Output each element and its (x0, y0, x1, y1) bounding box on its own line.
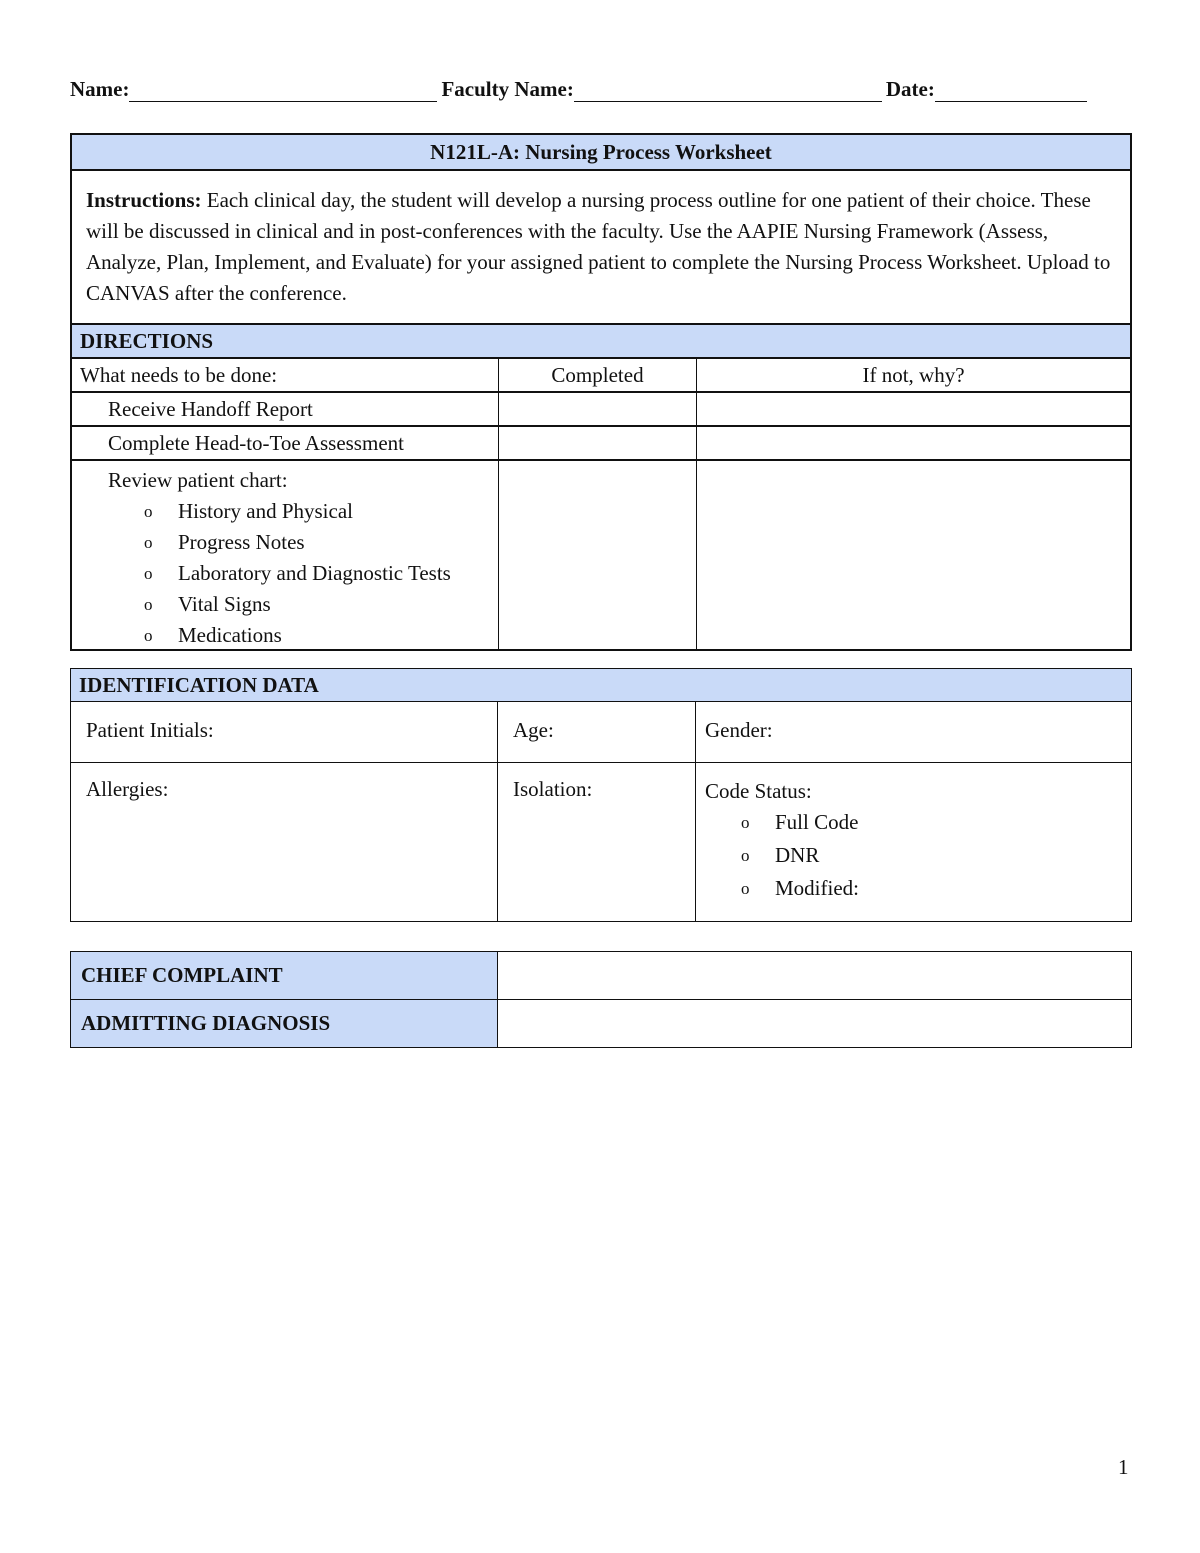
name-field[interactable] (129, 75, 437, 102)
bullet-icon: o (741, 879, 750, 898)
instructions-text: Each clinical day, the student will develop a nursing process outline for one patient of their choice. These will be discussed in clinical and in post-conferences with the faculty. Use the AAPIE Nursing Framework (Assess, Analyze, Plan, Implement, and Evaluate) for your assigned patient to complete the Nursing Process Worksheet. Upload to CANVAS after the conference. (86, 188, 1111, 305)
list-item: o Progress Notes (108, 527, 498, 558)
reason-cell[interactable] (697, 393, 1130, 425)
date-label: Date: (885, 77, 935, 101)
header-fields (70, 70, 1116, 102)
reason-cell[interactable] (697, 427, 1130, 459)
bullet-icon: o (144, 595, 153, 614)
list-item: o Vital Signs (108, 589, 498, 620)
bullet-icon: o (741, 846, 750, 865)
chief-complaint-field[interactable] (498, 952, 1131, 999)
table-row (71, 701, 1131, 762)
table-row (71, 762, 1131, 921)
code-status-label: Code Status: (705, 779, 812, 803)
bullet-icon: o (144, 626, 153, 645)
code-option-modified[interactable]: o Modified: (705, 872, 1131, 905)
directions-heading: DIRECTIONS (72, 325, 1130, 359)
column-header-completed: Completed (499, 359, 697, 391)
code-option-dnr[interactable]: o DNR (705, 839, 1131, 872)
chart-review-label: Review patient chart: (108, 468, 288, 492)
table-row (72, 427, 1130, 461)
reason-cell[interactable] (697, 461, 1130, 649)
table-row (72, 461, 1130, 649)
code-status-options (705, 806, 1131, 905)
allergies-field[interactable]: Allergies: (71, 763, 498, 921)
chief-complaint-label: CHIEF COMPLAINT (71, 952, 498, 999)
bullet-icon: o (144, 533, 153, 552)
complaint-table (70, 951, 1132, 1048)
completed-cell[interactable] (499, 461, 697, 649)
task-label: Complete Head-to-Toe Assessment (72, 427, 499, 459)
directions-header-row (72, 359, 1130, 393)
admitting-diagnosis-label: ADMITTING DIAGNOSIS (71, 1000, 498, 1047)
chart-review-cell (72, 461, 499, 649)
chart-review-list (108, 496, 498, 651)
list-item: o Medications (108, 620, 498, 651)
instructions (72, 171, 1130, 325)
bullet-icon: o (144, 502, 153, 521)
page-number: 1 (1118, 1455, 1129, 1479)
table-row (71, 999, 1131, 1047)
faculty-name-field[interactable] (574, 75, 882, 102)
task-label: Receive Handoff Report (72, 393, 499, 425)
table-row (71, 952, 1131, 999)
isolation-field[interactable]: Isolation: (498, 763, 696, 921)
column-header-task: What needs to be done: (72, 359, 499, 391)
instructions-label: Instructions: (86, 188, 202, 212)
completed-cell[interactable] (499, 393, 697, 425)
bullet-icon: o (144, 564, 153, 583)
code-status-cell (696, 763, 1131, 921)
bullet-icon: o (741, 813, 750, 832)
admitting-diagnosis-field[interactable] (498, 1000, 1131, 1047)
gender-field[interactable]: Gender: (705, 718, 773, 742)
worksheet-table (70, 133, 1132, 651)
patient-initials-field[interactable]: Patient Initials: (71, 702, 498, 762)
column-header-reason: If not, why? (862, 362, 965, 387)
list-item: o Laboratory and Diagnostic Tests (108, 558, 498, 589)
date-field[interactable] (935, 75, 1087, 102)
table-row (72, 393, 1130, 427)
faculty-name-label: Faculty Name: (441, 77, 574, 101)
completed-cell[interactable] (499, 427, 697, 459)
name-label: Name: (70, 77, 130, 101)
code-option-full-code[interactable]: o Full Code (705, 806, 1131, 839)
identification-heading: IDENTIFICATION DATA (71, 669, 1131, 701)
identification-table (70, 668, 1132, 922)
worksheet-title: N121L-A: Nursing Process Worksheet (72, 135, 1130, 171)
list-item: o History and Physical (108, 496, 498, 527)
age-field[interactable]: Age: (498, 702, 696, 762)
